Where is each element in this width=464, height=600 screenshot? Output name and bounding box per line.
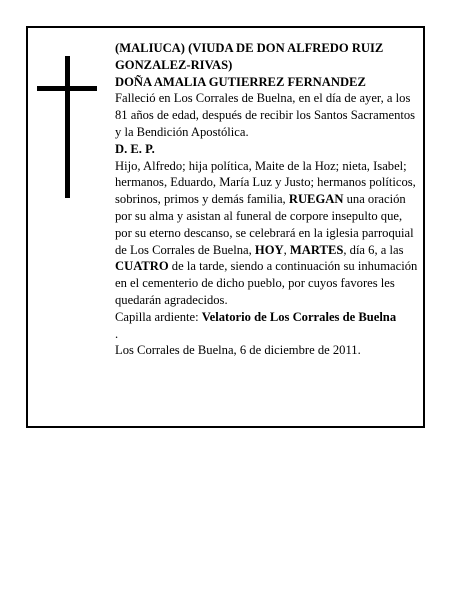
cross-vertical-bar xyxy=(65,56,70,198)
comma: , xyxy=(283,242,287,257)
obituary-text xyxy=(115,40,421,359)
date-part: , día 6, a las xyxy=(343,242,404,257)
cuatro-word: CUATRO xyxy=(115,259,169,274)
cross-icon xyxy=(37,56,97,198)
chapel-end: . xyxy=(115,326,119,341)
cross-horizontal-bar xyxy=(37,86,97,91)
martes-word: MARTES xyxy=(289,242,344,257)
footer-date: Los Corrales de Buelna, 6 de diciembre de 2011. xyxy=(115,343,361,358)
chapel-line xyxy=(115,309,421,326)
funeral-request: una oración por su alma y asistan al funeral de corpore insepulto que, por su eterno descanso, se celebrará en la iglesia parroquial de Los Corrales de Buelna, xyxy=(115,192,414,257)
hoy-word: HOY xyxy=(254,242,284,257)
death-notice: Falleció en Los Corrales de Buelna, en el día de ayer, a los 81 años de edad, después de recibir los Santos Sacramentos y la Bendición Apostólica. xyxy=(115,91,416,139)
dep-line: D. E. P. xyxy=(115,141,155,156)
chapel-place: Velatorio de Los Corrales de Buelna xyxy=(201,309,397,324)
burial-text: de la tarde, siendo a continuación su inhumación en el cementerio de dicho pueblo, por cuyos favores les quedarán agradecidos. xyxy=(115,259,418,307)
obituary-notice xyxy=(26,26,425,428)
ruegan-word: RUEGAN xyxy=(288,192,344,207)
deceased-name: DOÑA AMALIA GUTIERREZ FERNANDEZ xyxy=(115,74,366,89)
family-list: Hijo, Alfredo; hija política, Maite de la Hoz; nieta, Isabel; hermanos, Eduardo, María Luz y Justo; hermanos políticos, sobrinos, primos y demás familia, xyxy=(115,158,416,207)
alias-line: (MALIUCA) (VIUDA DE DON ALFREDO RUIZ GONZALEZ-RIVAS) xyxy=(115,41,384,72)
chapel-label: Capilla ardiente: xyxy=(115,309,199,324)
family-paragraph xyxy=(115,158,421,309)
